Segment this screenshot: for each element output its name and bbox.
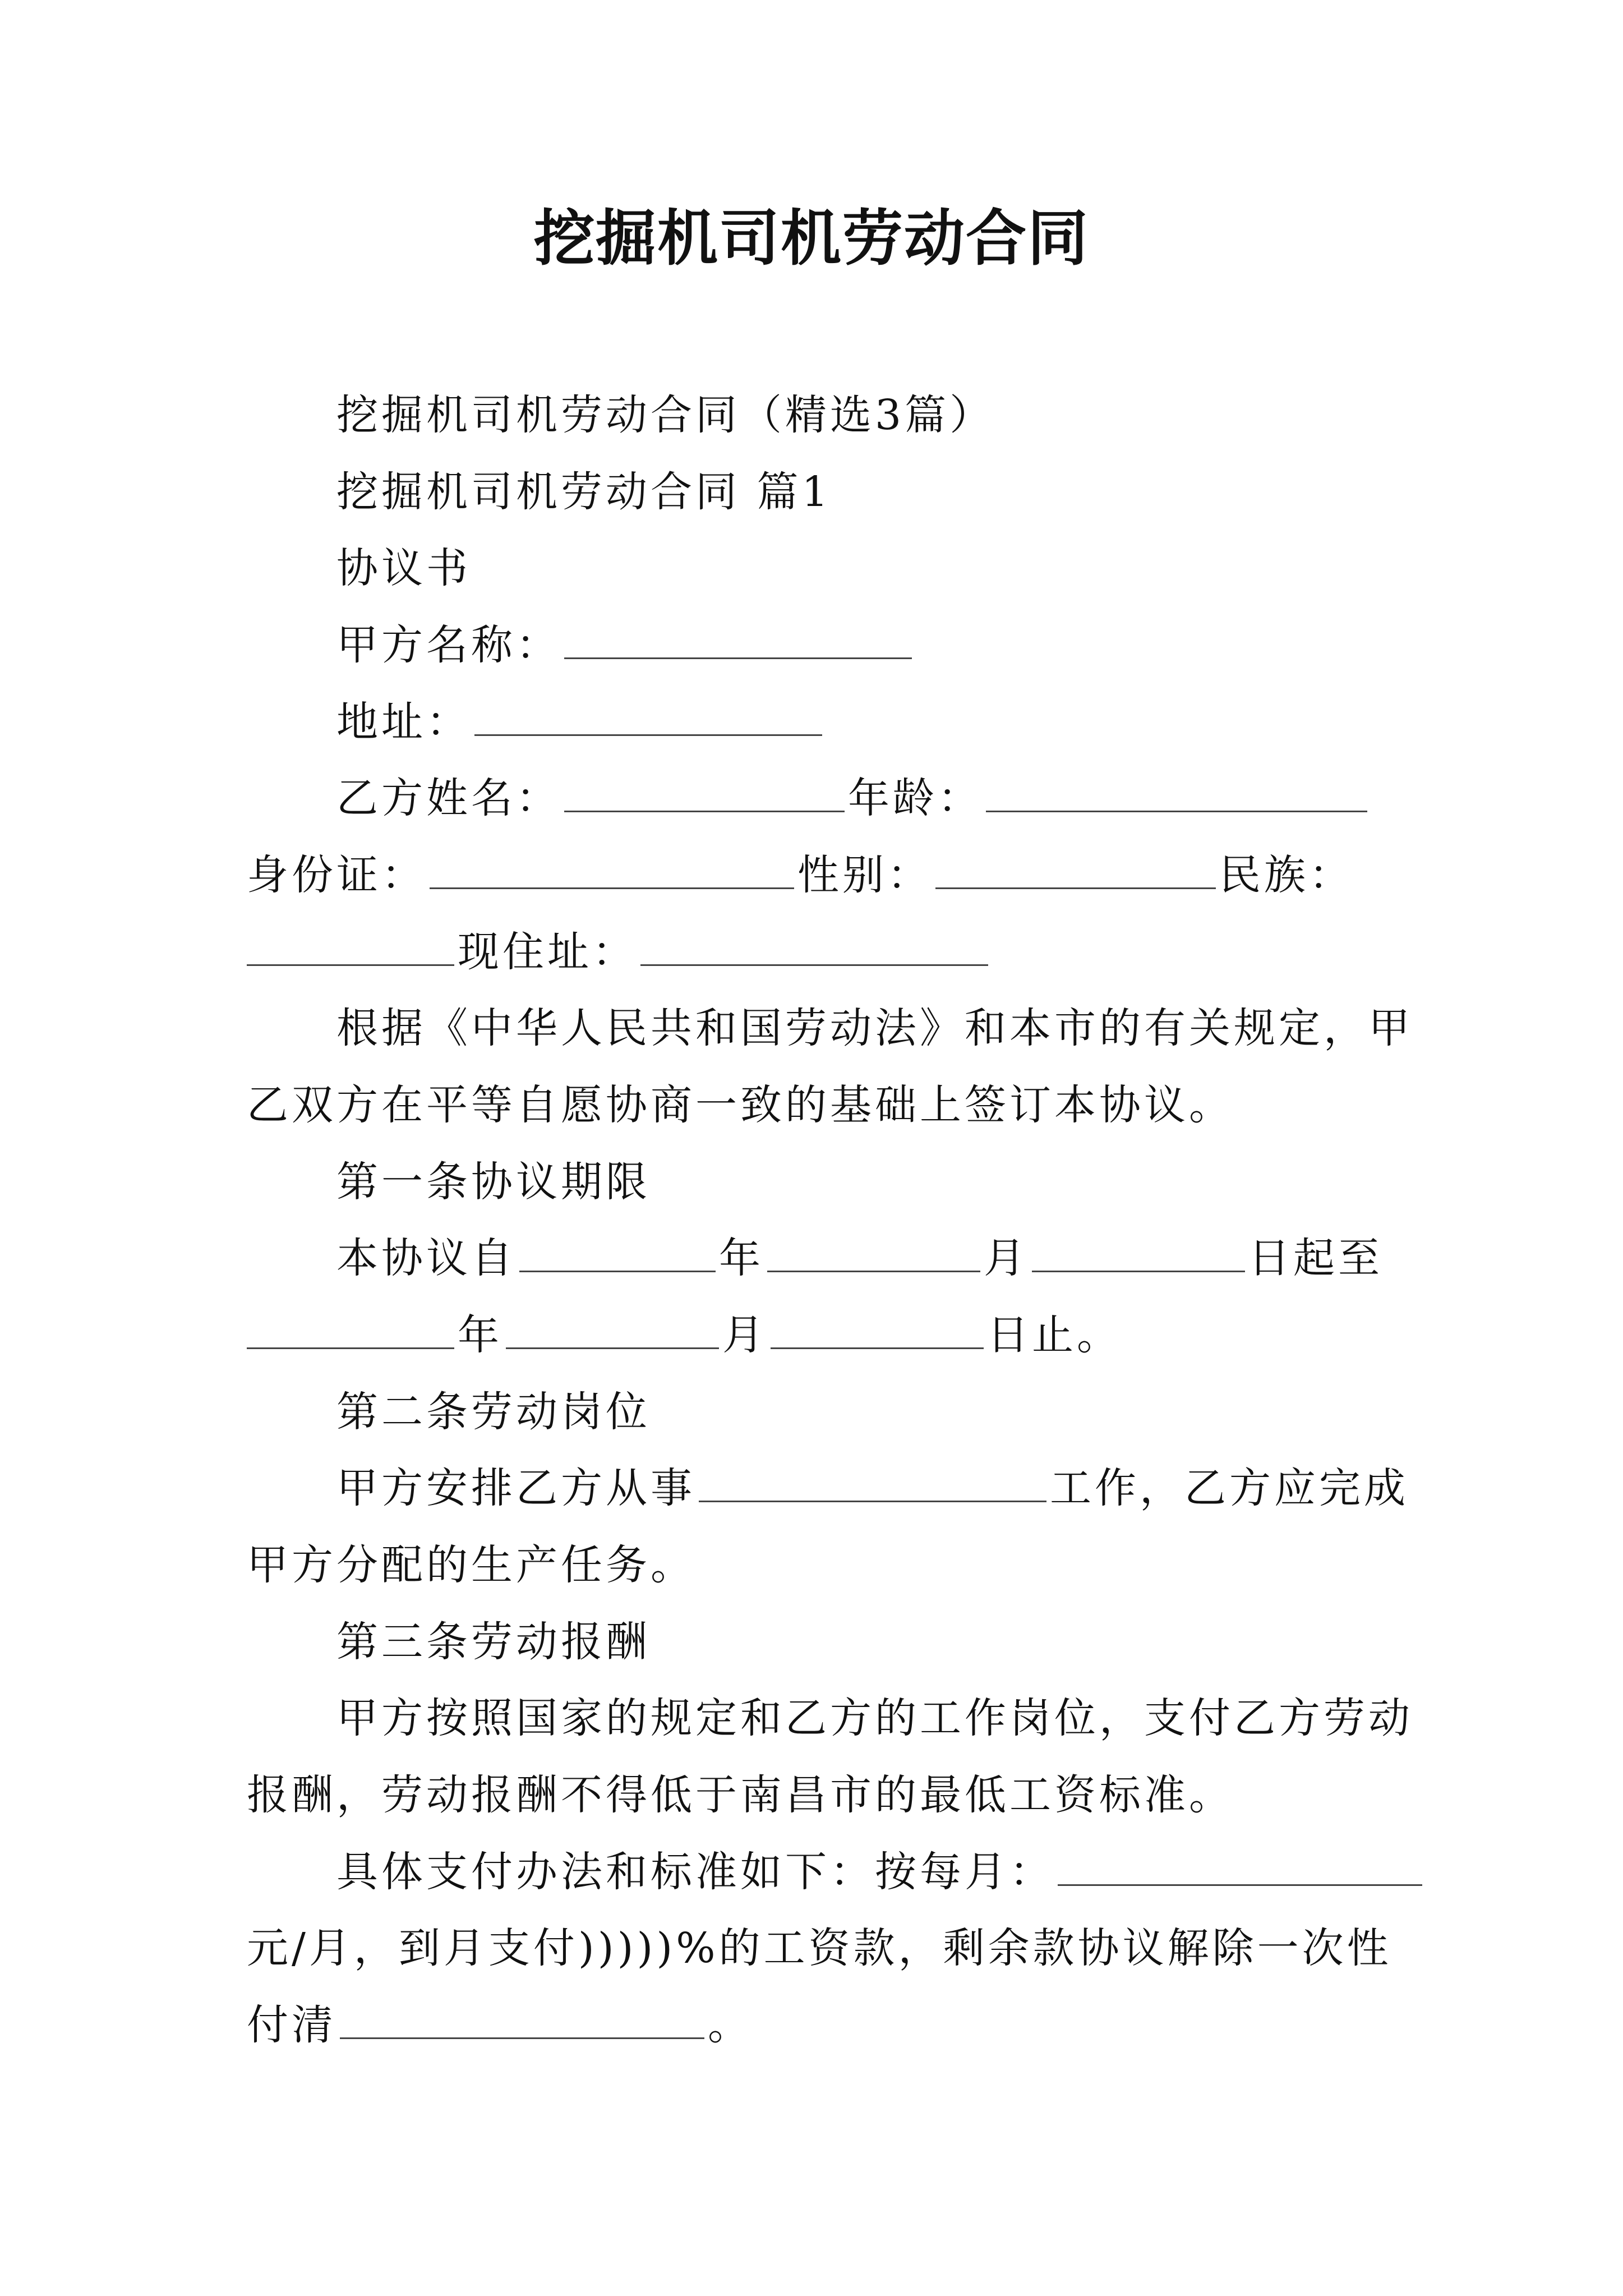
id-gender-line <box>247 847 1354 903</box>
month-blank <box>506 1307 719 1349</box>
gender-blank <box>935 847 1216 889</box>
gender-label: 性别： <box>797 851 932 899</box>
paragraph-line: 报酬，劳动报酬不得低于南昌市的最低工资标准。 <box>247 1771 1234 1819</box>
job-blank <box>699 1460 1046 1502</box>
year-blank <box>519 1230 716 1272</box>
term-start-line <box>336 1230 1383 1286</box>
party-b-name-label: 乙方姓名： <box>336 774 561 822</box>
job-suffix: 工作，乙方应完成 <box>1050 1464 1409 1512</box>
settlement-label: 付清 <box>247 2001 336 2049</box>
article-heading: 第二条劳动岗位 <box>336 1388 651 1436</box>
party-b-name-blank <box>564 770 845 812</box>
residence-blank <box>640 924 988 966</box>
address-line <box>336 694 826 750</box>
party-b-line <box>336 770 1371 826</box>
party-a-name-line <box>336 617 915 673</box>
term-to-label: 日起至 <box>1248 1234 1383 1282</box>
article-heading: 第一条协议期限 <box>336 1158 651 1206</box>
ethnicity-blank <box>247 924 454 966</box>
id-blank <box>430 847 794 889</box>
id-label: 身份证： <box>247 851 426 899</box>
year-blank <box>247 1307 454 1349</box>
party-a-name-blank <box>564 617 912 659</box>
residence-label: 现住址： <box>458 928 637 976</box>
chapter-heading: 挖掘机司机劳动合同 篇1 <box>336 468 832 516</box>
age-blank <box>986 770 1367 812</box>
paragraph-line: 元/月，到月支付)))))%的工资款，剩余款协议解除一次性 <box>247 1924 1392 1972</box>
section-heading: 协议书 <box>336 544 471 592</box>
payment-blank <box>1058 1844 1422 1886</box>
document-title: 挖掘机司机劳动合同 <box>533 203 1089 274</box>
month-blank <box>767 1230 980 1272</box>
term-from-label: 本协议自 <box>336 1234 516 1282</box>
year-label: 年 <box>719 1234 764 1282</box>
address-blank <box>474 694 822 736</box>
job-label: 甲方安排乙方从事 <box>336 1464 695 1512</box>
year-label: 年 <box>458 1311 502 1359</box>
paragraph-line: 甲方分配的生产任务。 <box>247 1541 695 1589</box>
job-line <box>336 1460 1409 1516</box>
party-a-name-label: 甲方名称： <box>336 621 561 669</box>
payment-line <box>336 1844 1426 1900</box>
settlement-line <box>247 1997 753 2053</box>
settlement-period: 。 <box>708 2001 753 2049</box>
day-blank <box>1032 1230 1245 1272</box>
day-blank <box>771 1307 984 1349</box>
address-label: 地址： <box>336 698 471 746</box>
subtitle-line: 挖掘机司机劳动合同（精选3篇） <box>336 391 995 439</box>
article-heading: 第三条劳动报酬 <box>336 1618 651 1666</box>
term-end-line <box>247 1307 1122 1363</box>
settlement-blank <box>340 1997 704 2039</box>
age-label: 年龄： <box>848 774 983 822</box>
month-label: 月 <box>722 1311 767 1359</box>
ethnicity-label: 民族： <box>1219 851 1354 899</box>
payment-label: 具体支付办法和标准如下：按每月： <box>336 1848 1054 1896</box>
month-label: 月 <box>984 1234 1029 1282</box>
paragraph-line: 甲方按照国家的规定和乙方的工作岗位，支付乙方劳动 <box>336 1694 1413 1742</box>
paragraph-line: 根据《中华人民共和国劳动法》和本市的有关规定，甲 <box>336 1004 1413 1052</box>
paragraph-line: 乙双方在平等自愿协商一致的基础上签订本协议。 <box>247 1081 1234 1129</box>
day-end-label: 日止。 <box>987 1311 1122 1359</box>
residence-line <box>247 924 992 980</box>
